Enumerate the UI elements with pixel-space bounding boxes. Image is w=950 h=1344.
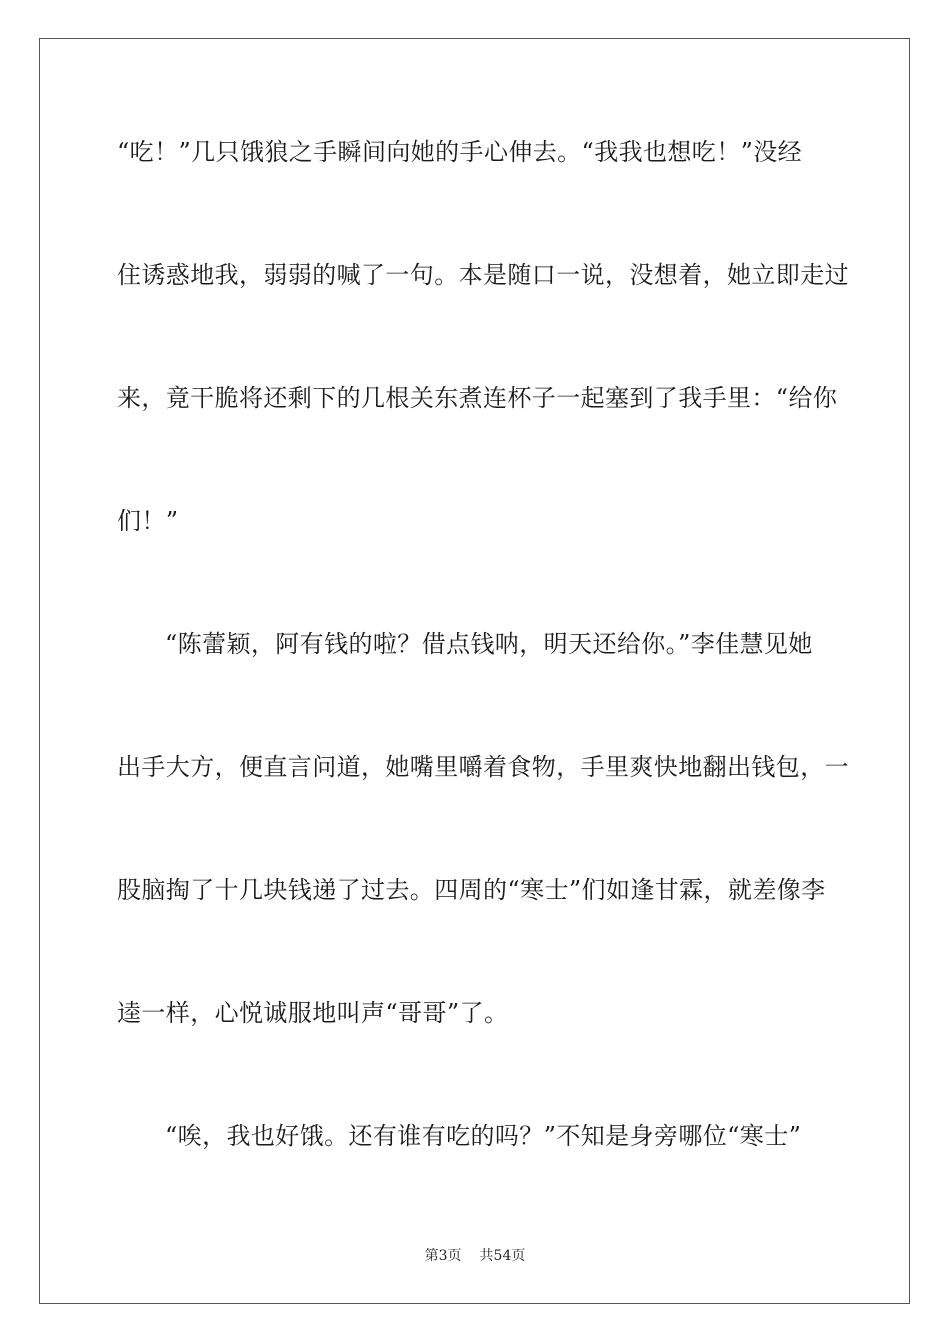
text-line-7: 股脑掏了十几块钱递了过去。四周的“寒士”们如逢甘霖，就差像李: [117, 876, 826, 904]
text-line-5: “陈蕾颖，阿有钱的啦？借点钱呐，明天还给你。”李佳慧见她: [165, 630, 813, 658]
page-footer: [0, 1246, 950, 1266]
text-line-9: “唉，我也好饿。还有谁有吃的吗？”不知是身旁哪位“寒士”: [165, 1122, 802, 1150]
page-number: 第3页: [424, 1248, 462, 1264]
text-line-2: 住诱惑地我，弱弱的喊了一句。本是随口一说，没想着，她立即走过: [117, 261, 849, 289]
page-total: 共54页: [479, 1248, 526, 1264]
page-border: [39, 38, 910, 1304]
text-line-1: “吃！”几只饿狼之手瞬间向她的手心伸去。“我我也想吃！”没经: [117, 138, 803, 166]
text-line-3: 来，竟干脆将还剩下的几根关东煮连杯子一起塞到了我手里：“给你: [117, 384, 838, 412]
text-line-6: 出手大方，便直言问道，她嘴里嚼着食物，手里爽快地翻出钱包，一: [117, 753, 849, 781]
text-line-4: 们！”: [117, 507, 179, 535]
text-line-8: 逵一样，心悦诚服地叫声“哥哥”了。: [117, 999, 509, 1027]
